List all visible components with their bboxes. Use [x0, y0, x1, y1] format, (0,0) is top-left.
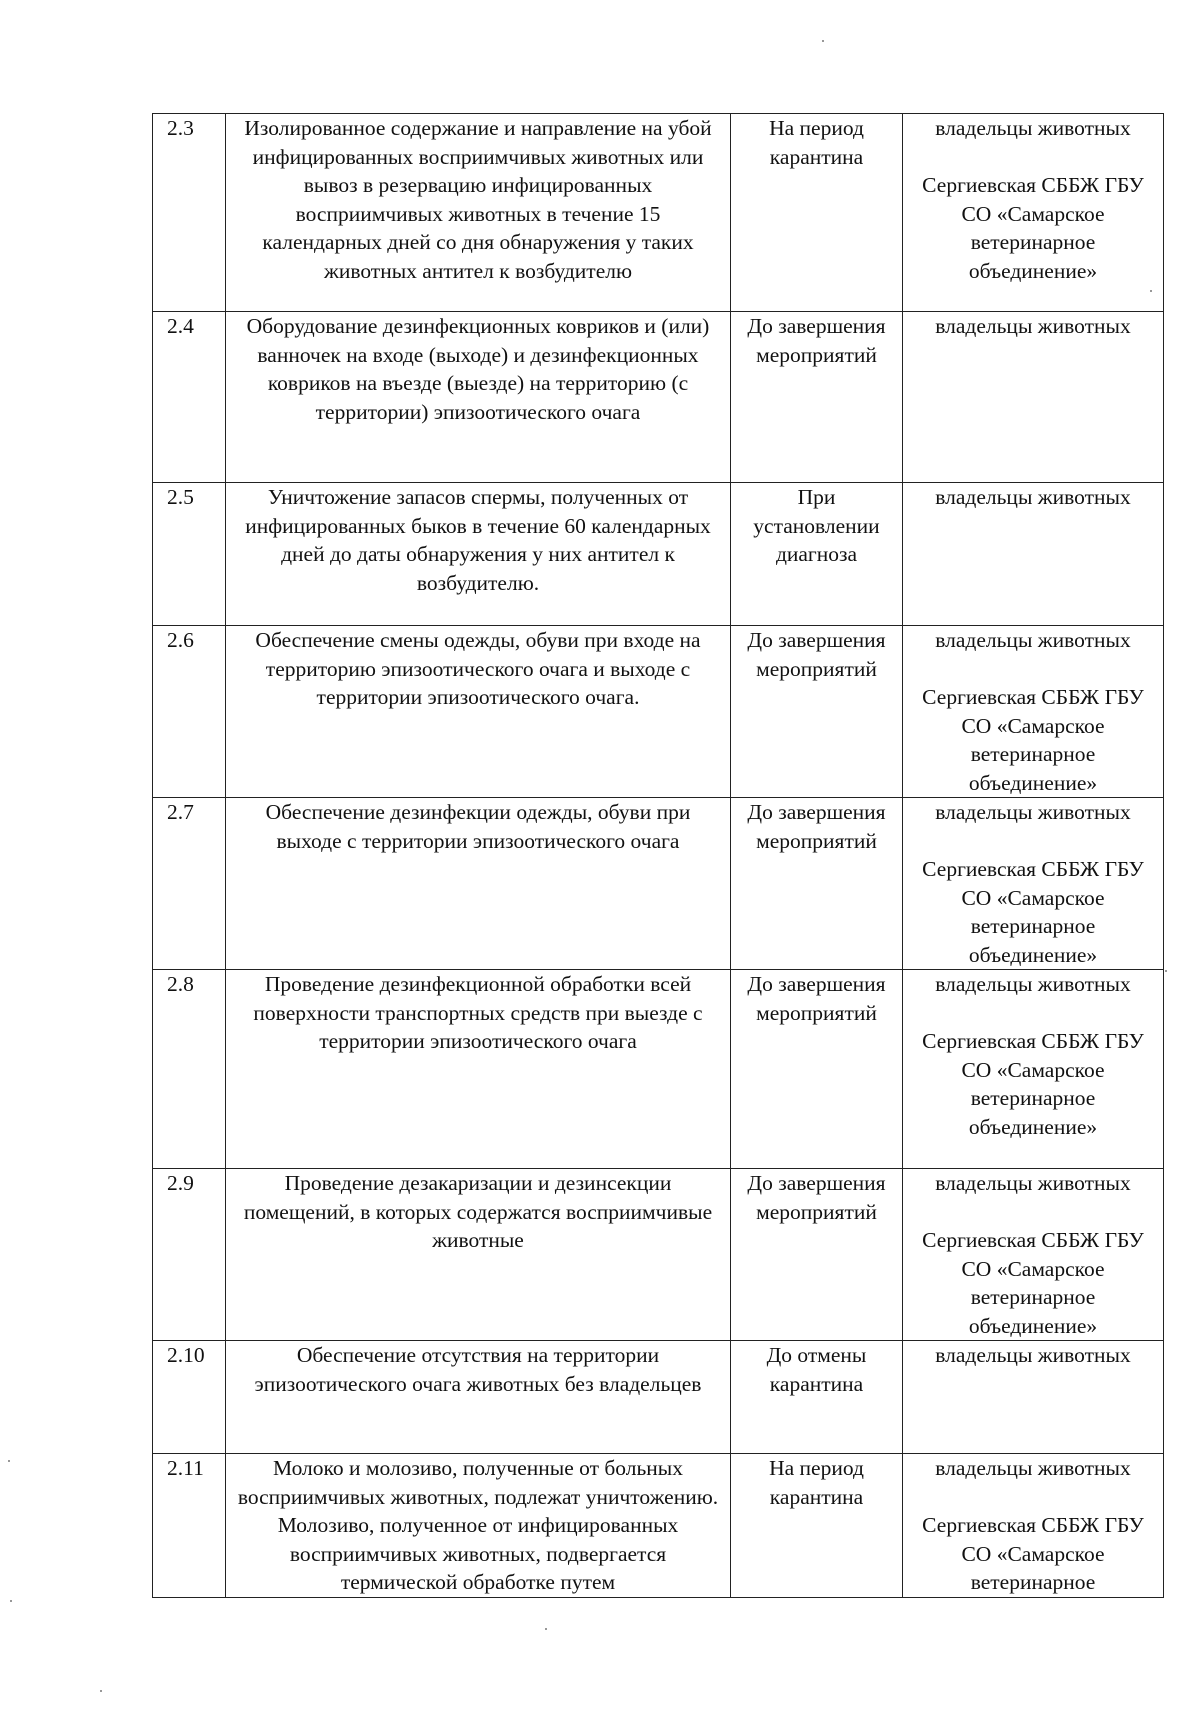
- measure-term: При установлении диагноза: [731, 483, 903, 626]
- row-number: 2.10: [153, 1341, 226, 1454]
- row-number: 2.9: [153, 1169, 226, 1341]
- responsible-vet-service: Сергиевская СББЖ ГБУ СО «Самарское ветеринарное объединение»: [922, 1228, 1144, 1338]
- row-number: 2.6: [153, 626, 226, 798]
- row-number: 2.11: [153, 1454, 226, 1598]
- table-row: [153, 1169, 1164, 1341]
- responsible-cell: [903, 626, 1164, 798]
- table-row: [153, 626, 1164, 798]
- measure-term: На период карантина: [731, 114, 903, 312]
- measure-description: Оборудование дезинфекционных ковриков и (или) ванночек на входе (выходе) и дезинфекционных ковриков на въезде (выезде) на территорию (с территории) эпизоотического очага: [226, 312, 731, 483]
- measure-term: До завершения мероприятий: [731, 798, 903, 970]
- measure-description: Молоко и молозиво, полученные от больных восприимчивых животных, подлежат уничтожению. Молозиво, полученное от инфицированных восприимчивых животных, подвергается термической обработке путем: [226, 1454, 731, 1598]
- responsible-owner: владельцы животных: [935, 800, 1131, 824]
- scan-speck: [545, 1628, 547, 1630]
- measure-term: До завершения мероприятий: [731, 312, 903, 483]
- responsible-vet-service: Сергиевская СББЖ ГБУ СО «Самарское ветеринарное объединение»: [922, 685, 1144, 795]
- measure-term: До завершения мероприятий: [731, 626, 903, 798]
- measure-description: Проведение дезинфекционной обработки всей поверхности транспортных средств при выезде с территории эпизоотического очага: [226, 970, 731, 1169]
- measure-description: Обеспечение дезинфекции одежды, обуви при выходе с территории эпизоотического очага: [226, 798, 731, 970]
- scan-speck: [822, 40, 824, 42]
- scan-speck: [8, 1460, 10, 1462]
- table-row: [153, 114, 1164, 312]
- measures-table-body: [153, 114, 1164, 1598]
- table-row: [153, 1341, 1164, 1454]
- measure-term: До завершения мероприятий: [731, 1169, 903, 1341]
- measure-description: Уничтожение запасов спермы, полученных от инфицированных быков в течение 60 календарных дней до даты обнаружения у них антител к возбудителю.: [226, 483, 731, 626]
- responsible-owner: владельцы животных: [935, 628, 1131, 652]
- scan-speck: [10, 1600, 12, 1602]
- responsible-vet-service: Сергиевская СББЖ ГБУ СО «Самарское ветеринарное объединение»: [922, 857, 1144, 967]
- measure-description: Обеспечение смены одежды, обуви при входе на территорию эпизоотического очага и выходе с территории эпизоотического очага.: [226, 626, 731, 798]
- responsible-cell: [903, 1169, 1164, 1341]
- row-number: 2.5: [153, 483, 226, 626]
- measure-description: Обеспечение отсутствия на территории эпизоотического очага животных без владельцев: [226, 1341, 731, 1454]
- table-row: [153, 798, 1164, 970]
- scan-speck: [1150, 290, 1152, 292]
- table-row: [153, 312, 1164, 483]
- responsible-cell: [903, 798, 1164, 970]
- responsible-cell: [903, 970, 1164, 1169]
- row-number: 2.3: [153, 114, 226, 312]
- measure-description: Изолированное содержание и направление на убой инфицированных восприимчивых животных или вывоз в резервацию инфицированных восприимчивых животных в течение 15 календарных дней со дня обнаружения у таких животных антител к возбудителю: [226, 114, 731, 312]
- responsible-cell: [903, 114, 1164, 312]
- responsible-cell: [903, 1341, 1164, 1454]
- responsible-owner: владельцы животных: [935, 314, 1131, 338]
- responsible-owner: владельцы животных: [935, 972, 1131, 996]
- row-number: 2.8: [153, 970, 226, 1169]
- responsible-owner: владельцы животных: [935, 116, 1131, 140]
- responsible-owner: владельцы животных: [935, 1343, 1131, 1367]
- measure-term: До отмены карантина: [731, 1341, 903, 1454]
- scan-speck: [100, 1690, 102, 1692]
- measure-description: Проведение дезакаризации и дезинсекции помещений, в которых содержатся восприимчивые животные: [226, 1169, 731, 1341]
- table-row: [153, 970, 1164, 1169]
- responsible-owner: владельцы животных: [935, 1456, 1131, 1480]
- responsible-owner: владельцы животных: [935, 1171, 1131, 1195]
- row-number: 2.4: [153, 312, 226, 483]
- table-row: [153, 483, 1164, 626]
- measure-term: На период карантина: [731, 1454, 903, 1598]
- responsible-cell: [903, 312, 1164, 483]
- measures-table: [152, 113, 1164, 1598]
- responsible-cell: [903, 1454, 1164, 1598]
- responsible-owner: владельцы животных: [935, 485, 1131, 509]
- table-row: [153, 1454, 1164, 1598]
- measure-term: До завершения мероприятий: [731, 970, 903, 1169]
- responsible-vet-service: Сергиевская СББЖ ГБУ СО «Самарское ветеринарное: [922, 1513, 1144, 1594]
- row-number: 2.7: [153, 798, 226, 970]
- scan-speck: [1165, 970, 1167, 972]
- responsible-cell: [903, 483, 1164, 626]
- responsible-vet-service: Сергиевская СББЖ ГБУ СО «Самарское ветеринарное объединение»: [922, 173, 1144, 283]
- responsible-vet-service: Сергиевская СББЖ ГБУ СО «Самарское ветеринарное объединение»: [922, 1029, 1144, 1139]
